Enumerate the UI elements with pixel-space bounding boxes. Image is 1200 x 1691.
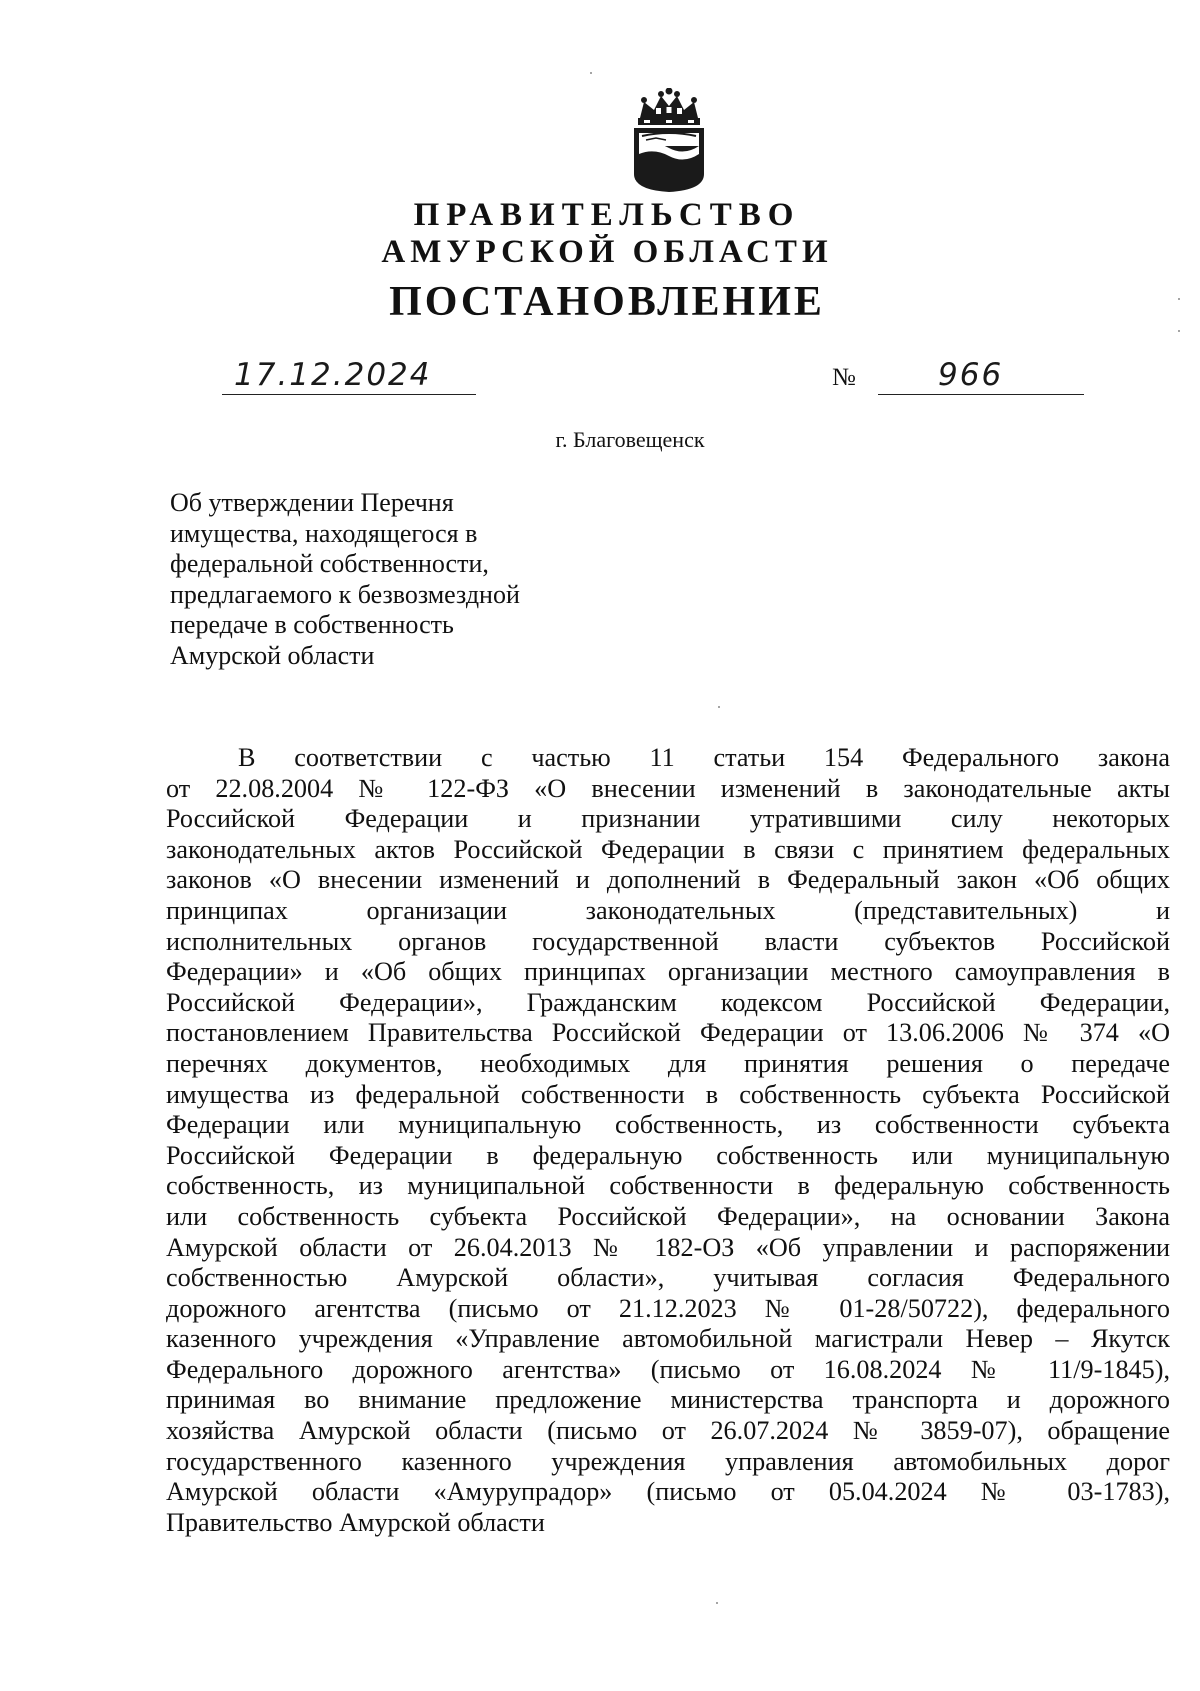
number-field	[878, 352, 1084, 395]
body-line: Федерации или муниципальную собственность, из собственности субъекта	[166, 1110, 1170, 1140]
body-line: В соответствии с частью 11 статьи 154 Федерального закона	[238, 743, 1170, 772]
body-line: законов «О внесении изменений и дополнений в Федеральный закон «Об общих	[166, 865, 1170, 895]
body-line: Правительство Амурской области	[166, 1507, 545, 1537]
body-line: постановлением Правительства Российской Федерации от 13.06.2006 № 374 «О	[166, 1018, 1170, 1048]
subject-line: передаче в собственность	[170, 610, 454, 639]
scan-speck	[1178, 330, 1180, 332]
subject-line: федеральной собственности,	[170, 549, 489, 578]
body-line: казенного учреждения «Управление автомобильной магистрали Невер – Якутск	[166, 1324, 1170, 1354]
scan-speck	[716, 1602, 718, 1604]
subject-line: имущества, находящегося в	[170, 518, 478, 548]
body-line: Амурской области от 26.04.2013 № 182-ОЗ «Об управлении и распоряжении	[166, 1232, 1170, 1262]
body-line: хозяйства Амурской области (письмо от 26.07.2024 № 3859-07), обращение	[166, 1416, 1170, 1446]
handwritten-number: 966	[938, 357, 1004, 393]
subject-line: предлагаемого к безвозмездной	[170, 579, 520, 609]
body-line: или собственность субъекта Российской Федерации», на основании Закона	[166, 1201, 1170, 1231]
subject-line: Амурской области	[170, 640, 375, 670]
decree-body	[166, 743, 1170, 1538]
body-line: Федерации» и «Об общих принципах организации местного самоуправления в	[166, 957, 1170, 987]
number-sign: №	[832, 364, 856, 391]
body-line: перечнях документов, необходимых для принятия решения о передаче	[166, 1048, 1170, 1078]
body-line: Российской Федерации», Гражданским кодексом Российской Федерации,	[166, 987, 1170, 1017]
subject-line: Об утверждении Перечня	[170, 488, 454, 517]
body-line: дорожного агентства (письмо от 21.12.2023 № 01-28/50722), федерального	[166, 1293, 1170, 1323]
date-field	[222, 352, 476, 395]
scan-speck	[590, 72, 592, 74]
body-line: собственность, из муниципальной собственности в федеральную собственность	[166, 1171, 1170, 1201]
body-line: государственного казенного учреждения управления автомобильных дорог	[166, 1446, 1170, 1476]
handwritten-date: 17.12.2024	[234, 357, 432, 393]
scan-speck	[1178, 298, 1180, 300]
body-line: принимая во внимание предложение министерства транспорта и дорожного	[166, 1385, 1170, 1415]
government-title-line2: АМУРСКОЙ ОБЛАСТИ	[381, 234, 833, 270]
decree-subject	[170, 488, 610, 671]
body-line: принципах организации законодательных (представительных) и	[166, 895, 1170, 925]
document-type-title: ПОСТАНОВЛЕНИЕ	[389, 279, 825, 325]
scan-speck	[718, 706, 720, 708]
body-line: исполнительных органов государственной власти субъектов Российской	[166, 926, 1170, 956]
government-title-line1: ПРАВИТЕЛЬСТВО	[413, 197, 801, 233]
amur-coat-of-arms-icon	[626, 88, 712, 194]
body-line: Российской Федерации и признании утратившими силу некоторых	[166, 804, 1170, 834]
body-line: от 22.08.2004 № 122-ФЗ «О внесении изменений в законодательные акты	[166, 773, 1170, 803]
body-line: имущества из федеральной собственности в собственность субъекта Российской	[166, 1079, 1170, 1109]
body-line: Российской Федерации в федеральную собственность или муниципальную	[166, 1140, 1170, 1170]
body-line: Амурской области «Амурупрадор» (письмо от 05.04.2024 № 03-1783),	[166, 1477, 1170, 1507]
body-line: собственностью Амурской области», учитывая согласия Федерального	[166, 1263, 1170, 1293]
body-line: законодательных актов Российской Федерации в связи с принятием федеральных	[166, 834, 1170, 864]
city-label: г. Благовещенск	[555, 427, 705, 452]
body-line: Федерального дорожного агентства» (письмо от 16.08.2024 № 11/9-1845),	[166, 1354, 1170, 1384]
